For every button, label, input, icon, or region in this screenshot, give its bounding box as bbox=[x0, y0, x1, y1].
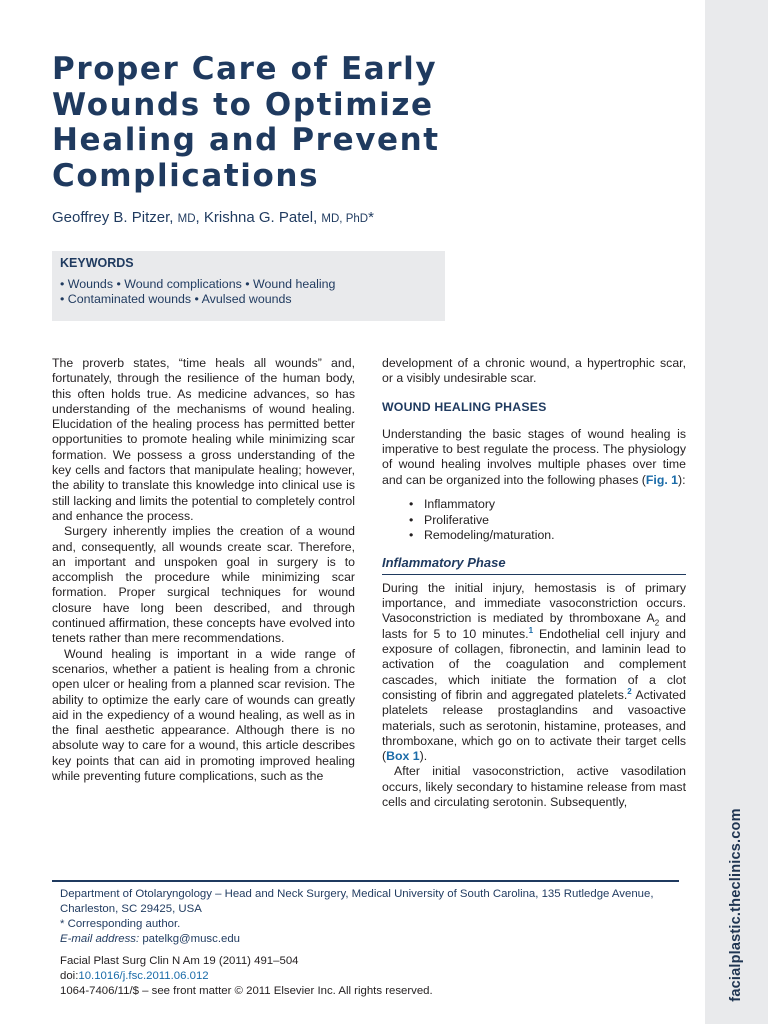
phase-list bbox=[382, 497, 686, 544]
keywords-list: • Wounds • Wound complications • Wound healing bbox=[60, 277, 336, 291]
article-title: Proper Care of Early Wounds to Optimize Healing and Prevent Complications bbox=[52, 51, 440, 194]
reference-link[interactable]: 1 bbox=[528, 625, 534, 635]
doi-line bbox=[60, 969, 433, 984]
body-paragraph bbox=[382, 427, 686, 488]
copyright: 1064-7406/11/$ – see front matter © 2011 Elsevier Inc. All rights reserved. bbox=[60, 985, 433, 997]
paragraph-text: ). bbox=[419, 749, 428, 764]
author-name: Geoffrey B. Pitzer, bbox=[52, 209, 174, 226]
author-separator: , bbox=[195, 209, 200, 226]
subscript: 2 bbox=[654, 618, 660, 628]
body-paragraph: After initial vasoconstriction, active vasodilation occurs, likely secondary to histamine release from mast cells and circulating serotonin. Subsequently, bbox=[382, 764, 686, 810]
paragraph-text: and lasts for 5 to 10 minutes. bbox=[382, 611, 686, 641]
box-link[interactable]: Box 1 bbox=[386, 749, 420, 764]
corresponding-author: * Corresponding author. bbox=[60, 918, 181, 930]
bullet-icon: • bbox=[409, 528, 414, 543]
list-item-label: Remodeling/maturation. bbox=[424, 528, 555, 543]
keywords-list: • Contaminated wounds • Avulsed wounds bbox=[60, 292, 292, 306]
list-item-label: Inflammatory bbox=[424, 497, 496, 512]
citation-block bbox=[60, 954, 433, 999]
corresponding-marker: * bbox=[368, 209, 374, 226]
section-heading: WOUND HEALING PHASES bbox=[382, 399, 547, 414]
doi-label: doi: bbox=[60, 970, 79, 982]
list-item-label: Proliferative bbox=[424, 512, 489, 527]
body-paragraph: Surgery inherently implies the creation of a wound and, consequently, all wounds create scar. Therefore, an important and unspoken goal in surgery is to accomplish the procedure while minimizing scar formation. Proper surgical techniques for wound closure have long been described, and through continued affirmation, these concepts have evolved into tenets rather than mere recommendations. bbox=[52, 524, 355, 646]
body-paragraph: development of a chronic wound, a hypertrophic scar, or a visibly undesirable scar. bbox=[382, 356, 686, 386]
journal-citation: Facial Plast Surg Clin N Am 19 (2011) 491–504 bbox=[60, 955, 299, 967]
affiliation: Department of Otolaryngology – Head and Neck Surgery, Medical University of South Carolina, 135 Rutledge Avenue, Charleston, SC 29425, USA bbox=[60, 888, 654, 915]
email-address[interactable]: patelkg@musc.edu bbox=[142, 933, 240, 945]
list-item bbox=[382, 528, 686, 544]
body-paragraph bbox=[382, 581, 686, 765]
paragraph-text: Endothelial cell injury and exposure of collagen, fibronectin, and laminin lead to activation of the coagulation and complement cascades, which initiate the formation of a clot consisting of fibrin and aggregated platelets. bbox=[382, 626, 686, 702]
author-degree: MD, PhD bbox=[321, 213, 369, 225]
keywords-heading: KEYWORDS bbox=[60, 256, 134, 270]
reference-link[interactable]: 2 bbox=[627, 686, 632, 696]
keywords-box bbox=[52, 251, 445, 321]
list-item bbox=[382, 497, 686, 513]
list-item bbox=[382, 513, 686, 529]
body-paragraph: The proverb states, “time heals all wounds” and, fortunately, through the resilience of the human body, this often holds true. As medicine advances, so has understanding of the mechanisms of wound healing. Elucidation of the healing process has permitted better opportunities to promote healing while minimizing scar formation. We possess a gross understanding of the key cells and factors that manipulate healing; however, the ability to translate this knowledge into clinical use is still lacking and limits the potential to completely control and enhance the process. bbox=[52, 356, 355, 523]
author-degree: MD bbox=[177, 213, 196, 225]
doi-link[interactable]: 10.1016/j.fsc.2011.06.012 bbox=[78, 970, 209, 982]
bullet-icon: • bbox=[409, 512, 414, 527]
body-paragraph: Wound healing is important in a wide range of scenarios, whether a patient is healing from a chronic open ulcer or healing from a planned scar revision. The ability to optimize the early care of wounds can greatly aid in the expediency of a wound healing, as well as in the final aesthetic appearance. Although there is no absolute way to care for a wound, this article describes key points that can aid in promoting improved healing while preventing future complications, such as the bbox=[52, 646, 355, 784]
journal-website[interactable]: facialplastic.theclinics.com bbox=[728, 808, 744, 1002]
paragraph-text: Understanding the basic stages of wound healing is imperative to best regulate the process. The physiology of wound healing involves multiple phases over time and can be organized into the following phases ( bbox=[382, 426, 686, 487]
affiliation-block bbox=[60, 887, 684, 947]
left-column bbox=[52, 356, 355, 784]
paragraph-text: During the initial injury, hemostasis is of primary importance, and immediate vasoconstriction occurs. Vasoconstriction is mediated by thromboxane A bbox=[382, 580, 686, 626]
author-line bbox=[52, 209, 374, 226]
email-label: E-mail address: bbox=[60, 933, 140, 945]
figure-link[interactable]: Fig. 1 bbox=[645, 472, 679, 487]
right-column bbox=[382, 356, 686, 810]
paragraph-text: Activated platelets release prostaglandins and vasoactive materials, such as serotonin, histamine, proteases, and thromboxane, which go on to activate their target cells ( bbox=[382, 687, 686, 764]
email-line bbox=[60, 932, 684, 947]
paragraph-text: ): bbox=[678, 472, 686, 487]
author-name: Krishna G. Patel, bbox=[203, 209, 318, 226]
bullet-icon: • bbox=[409, 497, 414, 512]
subsection-heading: Inflammatory Phase bbox=[382, 555, 686, 575]
footer-divider bbox=[52, 880, 679, 882]
